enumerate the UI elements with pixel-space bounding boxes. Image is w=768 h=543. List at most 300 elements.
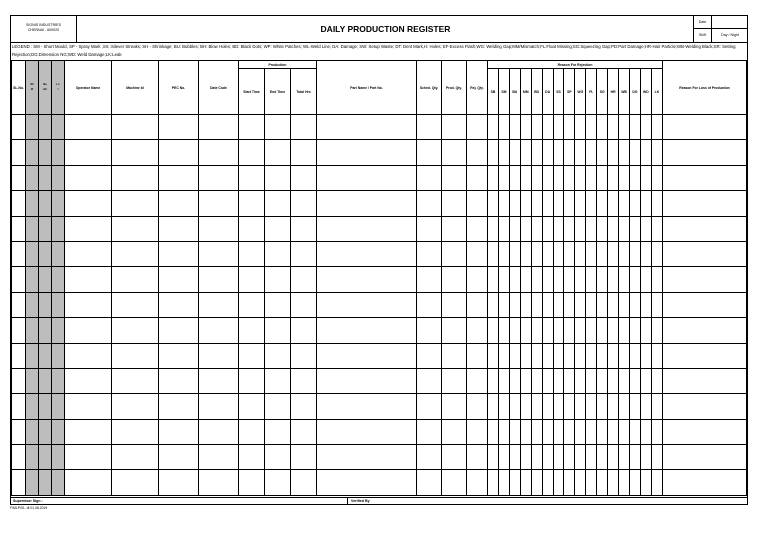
table-cell[interactable] bbox=[442, 368, 467, 393]
table-cell[interactable] bbox=[39, 445, 52, 470]
table-cell[interactable] bbox=[442, 216, 467, 241]
table-cell[interactable] bbox=[619, 445, 630, 470]
table-cell[interactable] bbox=[488, 267, 499, 292]
table-cell[interactable] bbox=[630, 394, 641, 419]
table-cell[interactable] bbox=[417, 165, 442, 190]
table-cell[interactable] bbox=[239, 216, 265, 241]
table-cell[interactable] bbox=[586, 140, 597, 165]
table-cell[interactable] bbox=[317, 394, 417, 419]
table-cell[interactable] bbox=[564, 241, 575, 266]
table-cell[interactable] bbox=[52, 165, 65, 190]
table-cell[interactable] bbox=[239, 470, 265, 495]
table-cell[interactable] bbox=[630, 343, 641, 368]
table-cell[interactable] bbox=[498, 140, 509, 165]
table-cell[interactable] bbox=[199, 318, 239, 343]
table-cell[interactable] bbox=[159, 318, 199, 343]
table-cell[interactable] bbox=[651, 191, 662, 216]
table-cell[interactable] bbox=[630, 292, 641, 317]
table-cell[interactable] bbox=[26, 165, 39, 190]
table-cell[interactable] bbox=[564, 318, 575, 343]
table-cell[interactable] bbox=[498, 216, 509, 241]
table-cell[interactable] bbox=[39, 165, 52, 190]
table-cell[interactable] bbox=[608, 216, 619, 241]
table-cell[interactable] bbox=[531, 241, 542, 266]
table-cell[interactable] bbox=[640, 216, 651, 241]
table-cell[interactable] bbox=[199, 445, 239, 470]
table-cell[interactable] bbox=[417, 368, 442, 393]
table-cell[interactable] bbox=[12, 115, 26, 140]
table-cell[interactable] bbox=[663, 445, 747, 470]
table-cell[interactable] bbox=[467, 140, 488, 165]
table-cell[interactable] bbox=[498, 292, 509, 317]
table-cell[interactable] bbox=[26, 115, 39, 140]
table-cell[interactable] bbox=[520, 445, 531, 470]
table-cell[interactable] bbox=[630, 191, 641, 216]
table-cell[interactable] bbox=[564, 191, 575, 216]
table-cell[interactable] bbox=[417, 419, 442, 444]
table-cell[interactable] bbox=[630, 241, 641, 266]
table-cell[interactable] bbox=[542, 191, 553, 216]
table-cell[interactable] bbox=[291, 191, 317, 216]
table-cell[interactable] bbox=[488, 318, 499, 343]
table-cell[interactable] bbox=[26, 241, 39, 266]
table-cell[interactable] bbox=[417, 241, 442, 266]
table-cell[interactable] bbox=[265, 343, 291, 368]
table-cell[interactable] bbox=[575, 368, 586, 393]
table-cell[interactable] bbox=[159, 394, 199, 419]
table-cell[interactable] bbox=[159, 216, 199, 241]
table-cell[interactable] bbox=[488, 292, 499, 317]
table-cell[interactable] bbox=[65, 368, 112, 393]
table-cell[interactable] bbox=[619, 165, 630, 190]
table-cell[interactable] bbox=[239, 191, 265, 216]
table-cell[interactable] bbox=[597, 165, 608, 190]
table-cell[interactable] bbox=[488, 216, 499, 241]
table-cell[interactable] bbox=[265, 318, 291, 343]
table-cell[interactable] bbox=[608, 267, 619, 292]
table-cell[interactable] bbox=[112, 216, 159, 241]
table-cell[interactable] bbox=[39, 267, 52, 292]
table-cell[interactable] bbox=[488, 368, 499, 393]
table-cell[interactable] bbox=[663, 318, 747, 343]
table-cell[interactable] bbox=[531, 470, 542, 495]
table-cell[interactable] bbox=[12, 419, 26, 444]
table-cell[interactable] bbox=[575, 419, 586, 444]
table-cell[interactable] bbox=[488, 445, 499, 470]
table-cell[interactable] bbox=[112, 318, 159, 343]
table-cell[interactable] bbox=[159, 445, 199, 470]
table-cell[interactable] bbox=[239, 368, 265, 393]
table-cell[interactable] bbox=[488, 115, 499, 140]
table-cell[interactable] bbox=[265, 368, 291, 393]
table-cell[interactable] bbox=[417, 470, 442, 495]
table-cell[interactable] bbox=[12, 216, 26, 241]
table-cell[interactable] bbox=[39, 318, 52, 343]
table-cell[interactable] bbox=[586, 216, 597, 241]
table-cell[interactable] bbox=[520, 165, 531, 190]
table-cell[interactable] bbox=[640, 343, 651, 368]
table-cell[interactable] bbox=[575, 115, 586, 140]
table-cell[interactable] bbox=[640, 241, 651, 266]
table-cell[interactable] bbox=[498, 343, 509, 368]
table-cell[interactable] bbox=[586, 419, 597, 444]
table-cell[interactable] bbox=[531, 140, 542, 165]
table-cell[interactable] bbox=[542, 394, 553, 419]
table-cell[interactable] bbox=[291, 343, 317, 368]
table-cell[interactable] bbox=[663, 140, 747, 165]
table-cell[interactable] bbox=[317, 140, 417, 165]
table-cell[interactable] bbox=[159, 343, 199, 368]
table-cell[interactable] bbox=[608, 368, 619, 393]
table-cell[interactable] bbox=[317, 318, 417, 343]
table-cell[interactable] bbox=[467, 343, 488, 368]
table-cell[interactable] bbox=[531, 191, 542, 216]
table-cell[interactable] bbox=[199, 343, 239, 368]
table-cell[interactable] bbox=[26, 445, 39, 470]
table-cell[interactable] bbox=[640, 470, 651, 495]
table-cell[interactable] bbox=[553, 292, 564, 317]
table-cell[interactable] bbox=[663, 216, 747, 241]
table-cell[interactable] bbox=[564, 216, 575, 241]
table-cell[interactable] bbox=[531, 216, 542, 241]
table-cell[interactable] bbox=[488, 140, 499, 165]
table-cell[interactable] bbox=[575, 241, 586, 266]
table-cell[interactable] bbox=[417, 445, 442, 470]
table-cell[interactable] bbox=[608, 318, 619, 343]
table-cell[interactable] bbox=[112, 140, 159, 165]
table-cell[interactable] bbox=[112, 368, 159, 393]
table-cell[interactable] bbox=[52, 115, 65, 140]
table-cell[interactable] bbox=[65, 267, 112, 292]
table-cell[interactable] bbox=[553, 115, 564, 140]
table-cell[interactable] bbox=[239, 140, 265, 165]
table-cell[interactable] bbox=[417, 191, 442, 216]
table-cell[interactable] bbox=[199, 216, 239, 241]
table-cell[interactable] bbox=[564, 343, 575, 368]
table-cell[interactable] bbox=[640, 115, 651, 140]
table-cell[interactable] bbox=[467, 216, 488, 241]
table-cell[interactable] bbox=[553, 216, 564, 241]
table-cell[interactable] bbox=[467, 115, 488, 140]
table-cell[interactable] bbox=[442, 191, 467, 216]
table-cell[interactable] bbox=[39, 470, 52, 495]
table-cell[interactable] bbox=[442, 419, 467, 444]
table-cell[interactable] bbox=[520, 140, 531, 165]
table-cell[interactable] bbox=[640, 394, 651, 419]
table-cell[interactable] bbox=[531, 165, 542, 190]
table-cell[interactable] bbox=[417, 115, 442, 140]
table-cell[interactable] bbox=[199, 115, 239, 140]
table-cell[interactable] bbox=[553, 419, 564, 444]
table-cell[interactable] bbox=[575, 470, 586, 495]
table-cell[interactable] bbox=[442, 343, 467, 368]
table-cell[interactable] bbox=[12, 165, 26, 190]
table-cell[interactable] bbox=[239, 267, 265, 292]
table-cell[interactable] bbox=[239, 292, 265, 317]
table-cell[interactable] bbox=[65, 292, 112, 317]
table-cell[interactable] bbox=[597, 191, 608, 216]
table-cell[interactable] bbox=[65, 394, 112, 419]
table-cell[interactable] bbox=[597, 419, 608, 444]
table-cell[interactable] bbox=[291, 115, 317, 140]
table-cell[interactable] bbox=[553, 343, 564, 368]
table-cell[interactable] bbox=[553, 165, 564, 190]
table-cell[interactable] bbox=[651, 318, 662, 343]
table-cell[interactable] bbox=[112, 267, 159, 292]
table-cell[interactable] bbox=[509, 165, 520, 190]
table-cell[interactable] bbox=[619, 292, 630, 317]
table-cell[interactable] bbox=[608, 343, 619, 368]
table-cell[interactable] bbox=[65, 216, 112, 241]
table-cell[interactable] bbox=[564, 165, 575, 190]
table-cell[interactable] bbox=[509, 267, 520, 292]
table-cell[interactable] bbox=[291, 140, 317, 165]
table-cell[interactable] bbox=[52, 292, 65, 317]
table-cell[interactable] bbox=[586, 343, 597, 368]
table-cell[interactable] bbox=[498, 165, 509, 190]
table-cell[interactable] bbox=[663, 394, 747, 419]
table-cell[interactable] bbox=[509, 191, 520, 216]
table-cell[interactable] bbox=[467, 292, 488, 317]
table-cell[interactable] bbox=[265, 191, 291, 216]
table-cell[interactable] bbox=[26, 343, 39, 368]
table-cell[interactable] bbox=[597, 343, 608, 368]
table-cell[interactable] bbox=[597, 445, 608, 470]
table-cell[interactable] bbox=[291, 241, 317, 266]
table-cell[interactable] bbox=[542, 165, 553, 190]
table-cell[interactable] bbox=[542, 216, 553, 241]
table-cell[interactable] bbox=[442, 267, 467, 292]
table-cell[interactable] bbox=[291, 318, 317, 343]
table-cell[interactable] bbox=[575, 165, 586, 190]
table-cell[interactable] bbox=[417, 343, 442, 368]
table-cell[interactable] bbox=[542, 368, 553, 393]
table-cell[interactable] bbox=[239, 165, 265, 190]
table-cell[interactable] bbox=[531, 292, 542, 317]
table-cell[interactable] bbox=[498, 368, 509, 393]
table-cell[interactable] bbox=[291, 267, 317, 292]
table-cell[interactable] bbox=[608, 191, 619, 216]
table-cell[interactable] bbox=[265, 241, 291, 266]
table-cell[interactable] bbox=[442, 241, 467, 266]
table-cell[interactable] bbox=[159, 165, 199, 190]
table-cell[interactable] bbox=[39, 241, 52, 266]
table-cell[interactable] bbox=[597, 140, 608, 165]
table-cell[interactable] bbox=[509, 419, 520, 444]
table-cell[interactable] bbox=[630, 140, 641, 165]
table-cell[interactable] bbox=[442, 140, 467, 165]
table-cell[interactable] bbox=[564, 445, 575, 470]
table-cell[interactable] bbox=[199, 470, 239, 495]
table-cell[interactable] bbox=[26, 368, 39, 393]
table-cell[interactable] bbox=[12, 191, 26, 216]
table-cell[interactable] bbox=[317, 115, 417, 140]
table-cell[interactable] bbox=[291, 419, 317, 444]
table-cell[interactable] bbox=[509, 445, 520, 470]
table-cell[interactable] bbox=[509, 140, 520, 165]
table-cell[interactable] bbox=[199, 191, 239, 216]
table-cell[interactable] bbox=[159, 267, 199, 292]
table-cell[interactable] bbox=[265, 216, 291, 241]
table-cell[interactable] bbox=[619, 368, 630, 393]
table-cell[interactable] bbox=[608, 445, 619, 470]
table-cell[interactable] bbox=[619, 140, 630, 165]
table-cell[interactable] bbox=[265, 292, 291, 317]
table-cell[interactable] bbox=[640, 267, 651, 292]
table-cell[interactable] bbox=[488, 165, 499, 190]
table-cell[interactable] bbox=[488, 419, 499, 444]
table-cell[interactable] bbox=[575, 445, 586, 470]
table-cell[interactable] bbox=[509, 292, 520, 317]
table-cell[interactable] bbox=[619, 115, 630, 140]
table-cell[interactable] bbox=[12, 241, 26, 266]
table-cell[interactable] bbox=[467, 318, 488, 343]
table-cell[interactable] bbox=[52, 394, 65, 419]
table-cell[interactable] bbox=[586, 267, 597, 292]
table-cell[interactable] bbox=[417, 318, 442, 343]
table-cell[interactable] bbox=[159, 140, 199, 165]
table-cell[interactable] bbox=[239, 343, 265, 368]
table-cell[interactable] bbox=[520, 292, 531, 317]
table-cell[interactable] bbox=[26, 216, 39, 241]
table-cell[interactable] bbox=[651, 165, 662, 190]
table-cell[interactable] bbox=[597, 368, 608, 393]
table-cell[interactable] bbox=[553, 445, 564, 470]
table-cell[interactable] bbox=[586, 394, 597, 419]
table-cell[interactable] bbox=[531, 419, 542, 444]
table-cell[interactable] bbox=[553, 368, 564, 393]
table-cell[interactable] bbox=[586, 241, 597, 266]
table-cell[interactable] bbox=[65, 343, 112, 368]
table-cell[interactable] bbox=[12, 368, 26, 393]
table-cell[interactable] bbox=[467, 419, 488, 444]
table-cell[interactable] bbox=[520, 318, 531, 343]
table-cell[interactable] bbox=[26, 470, 39, 495]
table-cell[interactable] bbox=[467, 191, 488, 216]
shift-field[interactable]: Day / Night bbox=[721, 33, 739, 37]
table-cell[interactable] bbox=[317, 267, 417, 292]
table-cell[interactable] bbox=[630, 318, 641, 343]
table-cell[interactable] bbox=[467, 394, 488, 419]
table-cell[interactable] bbox=[608, 470, 619, 495]
table-cell[interactable] bbox=[542, 445, 553, 470]
table-cell[interactable] bbox=[640, 318, 651, 343]
table-cell[interactable] bbox=[467, 241, 488, 266]
table-cell[interactable] bbox=[39, 292, 52, 317]
table-cell[interactable] bbox=[39, 191, 52, 216]
table-cell[interactable] bbox=[663, 267, 747, 292]
table-cell[interactable] bbox=[112, 292, 159, 317]
table-cell[interactable] bbox=[442, 115, 467, 140]
table-cell[interactable] bbox=[640, 165, 651, 190]
table-cell[interactable] bbox=[52, 318, 65, 343]
table-cell[interactable] bbox=[417, 292, 442, 317]
table-cell[interactable] bbox=[509, 115, 520, 140]
table-cell[interactable] bbox=[651, 267, 662, 292]
table-cell[interactable] bbox=[442, 318, 467, 343]
table-cell[interactable] bbox=[291, 445, 317, 470]
table-cell[interactable] bbox=[65, 140, 112, 165]
table-cell[interactable] bbox=[630, 115, 641, 140]
table-cell[interactable] bbox=[317, 368, 417, 393]
table-cell[interactable] bbox=[12, 267, 26, 292]
table-cell[interactable] bbox=[651, 140, 662, 165]
table-cell[interactable] bbox=[520, 470, 531, 495]
table-cell[interactable] bbox=[65, 470, 112, 495]
table-cell[interactable] bbox=[199, 419, 239, 444]
table-cell[interactable] bbox=[12, 292, 26, 317]
table-cell[interactable] bbox=[509, 394, 520, 419]
table-cell[interactable] bbox=[597, 318, 608, 343]
table-cell[interactable] bbox=[417, 394, 442, 419]
table-cell[interactable] bbox=[564, 140, 575, 165]
table-cell[interactable] bbox=[498, 241, 509, 266]
table-cell[interactable] bbox=[52, 140, 65, 165]
table-cell[interactable] bbox=[520, 191, 531, 216]
table-cell[interactable] bbox=[597, 292, 608, 317]
table-cell[interactable] bbox=[291, 368, 317, 393]
table-cell[interactable] bbox=[52, 241, 65, 266]
table-cell[interactable] bbox=[265, 470, 291, 495]
table-cell[interactable] bbox=[39, 394, 52, 419]
table-cell[interactable] bbox=[39, 115, 52, 140]
table-cell[interactable] bbox=[12, 343, 26, 368]
table-cell[interactable] bbox=[553, 318, 564, 343]
table-cell[interactable] bbox=[467, 368, 488, 393]
table-cell[interactable] bbox=[651, 368, 662, 393]
table-cell[interactable] bbox=[442, 470, 467, 495]
table-cell[interactable] bbox=[531, 267, 542, 292]
table-cell[interactable] bbox=[498, 419, 509, 444]
table-cell[interactable] bbox=[520, 216, 531, 241]
table-cell[interactable] bbox=[608, 140, 619, 165]
table-cell[interactable] bbox=[553, 470, 564, 495]
table-cell[interactable] bbox=[542, 318, 553, 343]
table-cell[interactable] bbox=[651, 216, 662, 241]
table-cell[interactable] bbox=[520, 241, 531, 266]
table-cell[interactable] bbox=[542, 343, 553, 368]
table-cell[interactable] bbox=[575, 191, 586, 216]
table-cell[interactable] bbox=[553, 140, 564, 165]
table-cell[interactable] bbox=[531, 368, 542, 393]
table-cell[interactable] bbox=[467, 267, 488, 292]
table-cell[interactable] bbox=[265, 140, 291, 165]
table-cell[interactable] bbox=[199, 241, 239, 266]
table-cell[interactable] bbox=[564, 368, 575, 393]
table-cell[interactable] bbox=[651, 394, 662, 419]
table-cell[interactable] bbox=[291, 292, 317, 317]
table-cell[interactable] bbox=[651, 419, 662, 444]
table-cell[interactable] bbox=[608, 115, 619, 140]
table-cell[interactable] bbox=[199, 368, 239, 393]
table-cell[interactable] bbox=[663, 419, 747, 444]
table-cell[interactable] bbox=[442, 445, 467, 470]
table-cell[interactable] bbox=[651, 292, 662, 317]
table-cell[interactable] bbox=[553, 267, 564, 292]
table-cell[interactable] bbox=[317, 241, 417, 266]
table-cell[interactable] bbox=[520, 368, 531, 393]
table-cell[interactable] bbox=[239, 241, 265, 266]
table-cell[interactable] bbox=[26, 318, 39, 343]
table-cell[interactable] bbox=[291, 470, 317, 495]
table-cell[interactable] bbox=[39, 216, 52, 241]
table-cell[interactable] bbox=[12, 445, 26, 470]
table-cell[interactable] bbox=[575, 292, 586, 317]
table-cell[interactable] bbox=[564, 115, 575, 140]
table-cell[interactable] bbox=[317, 445, 417, 470]
table-cell[interactable] bbox=[509, 241, 520, 266]
table-cell[interactable] bbox=[239, 318, 265, 343]
